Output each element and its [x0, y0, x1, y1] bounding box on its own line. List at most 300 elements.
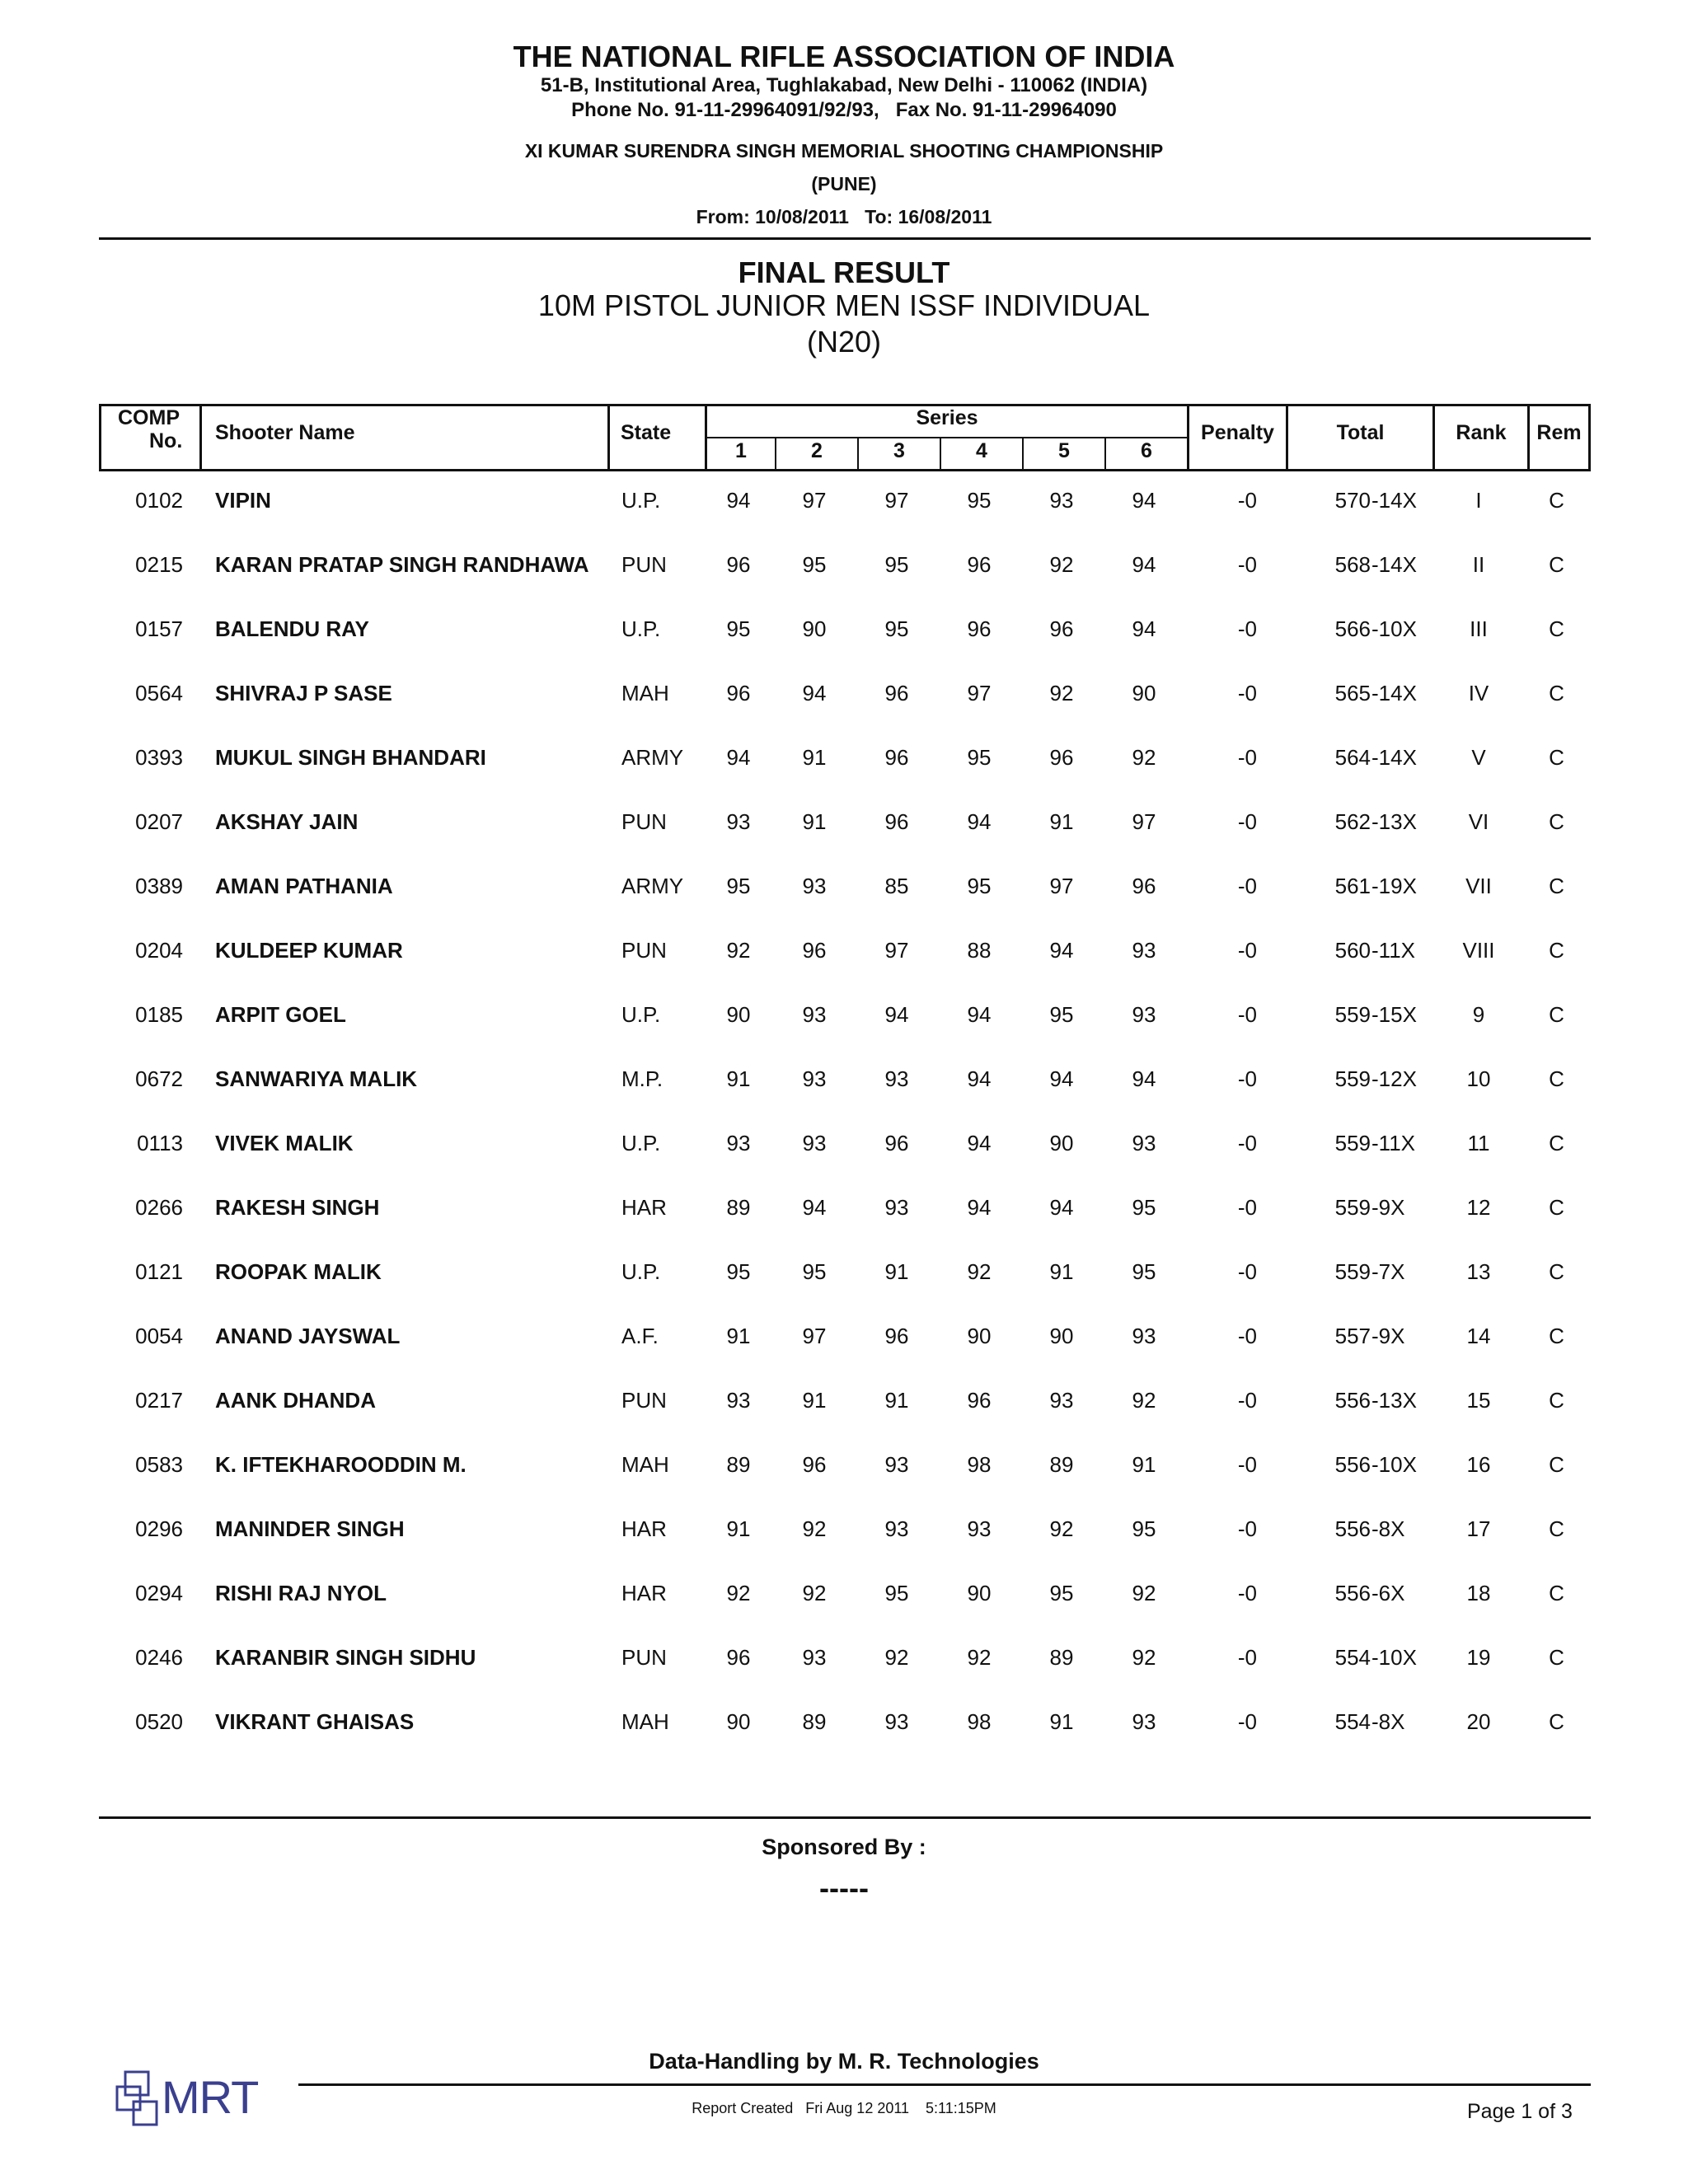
series-score: 93: [967, 1516, 992, 1541]
series-score: 95: [1049, 1581, 1074, 1605]
shooter-name: BALENDU RAY: [215, 616, 369, 641]
series-score: 95: [1132, 1516, 1156, 1541]
rank: II: [1472, 552, 1485, 577]
series-score: 91: [1049, 1259, 1074, 1284]
table-row: [99, 540, 1591, 589]
series-score: 91: [1049, 809, 1074, 834]
total-score: 561: [1334, 874, 1371, 898]
series-score: 95: [726, 1259, 751, 1284]
series-score: 92: [1049, 681, 1074, 705]
x-count: -9X: [1372, 1195, 1405, 1220]
series-score: 96: [726, 681, 751, 705]
event-code: (N20): [806, 325, 882, 359]
org-title: THE NATIONAL RIFLE ASSOCIATION OF INDIA: [513, 40, 1175, 73]
series-score: 93: [726, 809, 751, 834]
series-score: 95: [884, 552, 909, 577]
state: U.P.: [621, 488, 661, 513]
series-score: 93: [1049, 1388, 1074, 1413]
series-score: 95: [884, 1581, 909, 1605]
series-score: 90: [802, 616, 827, 641]
remark: C: [1549, 1516, 1564, 1541]
series-score: 93: [726, 1388, 751, 1413]
total-score: 564: [1334, 745, 1371, 770]
shooter-name: KARAN PRATAP SINGH RANDHAWA: [215, 552, 589, 577]
col-shooter-name: Shooter Name: [215, 421, 355, 444]
shooter-name: AANK DHANDA: [215, 1388, 376, 1413]
series-score: 94: [1049, 1195, 1074, 1220]
comp-no: 0215: [135, 552, 183, 577]
series-score: 96: [884, 809, 909, 834]
series-score: 95: [1049, 1002, 1074, 1027]
series-score: 92: [726, 1581, 751, 1605]
series-score: 98: [967, 1709, 992, 1734]
series-score: 94: [1049, 938, 1074, 963]
x-count: -11X: [1372, 938, 1415, 963]
shooter-name: VIKRANT GHAISAS: [215, 1709, 415, 1734]
data-handling-credit: Data-Handling by M. R. Technologies: [649, 2049, 1039, 2074]
series-score: 96: [802, 938, 827, 963]
series-score: 93: [726, 1131, 751, 1155]
shooter-name: MUKUL SINGH BHANDARI: [215, 745, 486, 770]
series-score: 97: [802, 1324, 827, 1348]
rank: 11: [1467, 1131, 1490, 1155]
x-count: -14X: [1372, 488, 1417, 513]
series-score: 93: [1132, 938, 1156, 963]
series-score: 96: [967, 552, 992, 577]
series-score: 92: [884, 1645, 909, 1670]
total-score: 562: [1334, 809, 1371, 834]
series-score: 90: [967, 1581, 992, 1605]
series-score: 96: [1132, 874, 1156, 898]
series-score: 91: [802, 745, 827, 770]
state: ARMY: [621, 745, 684, 770]
rank: VIII: [1462, 938, 1495, 963]
championship-venue: (PUNE): [811, 173, 877, 194]
col-series-2: 2: [811, 439, 823, 462]
comp-no: 0121: [135, 1259, 183, 1284]
penalty: -0: [1237, 1516, 1257, 1541]
series-score: 89: [1049, 1452, 1074, 1477]
penalty: -0: [1237, 1195, 1257, 1220]
series-score: 93: [884, 1452, 909, 1477]
championship-title: XI KUMAR SURENDRA SINGH MEMORIAL SHOOTING CHAMPIONSHIP: [524, 140, 1164, 162]
penalty: -0: [1237, 552, 1257, 577]
x-count: -7X: [1372, 1259, 1405, 1284]
remark: C: [1549, 809, 1564, 834]
mrt-logo-text: MRT: [162, 2071, 259, 2123]
series-score: 90: [1132, 681, 1156, 705]
state: HAR: [621, 1581, 667, 1605]
series-score: 91: [726, 1516, 751, 1541]
col-series-3: 3: [893, 439, 905, 462]
series-score: 97: [802, 488, 827, 513]
event-title: 10M PISTOL JUNIOR MEN ISSF INDIVIDUAL: [537, 288, 1151, 322]
series-score: 92: [967, 1645, 992, 1670]
shooter-name: ANAND JAYSWAL: [215, 1324, 401, 1348]
total-score: 568: [1334, 552, 1371, 577]
series-score: 91: [802, 809, 827, 834]
total-score: 556: [1334, 1388, 1371, 1413]
remark: C: [1549, 1645, 1564, 1670]
x-count: -9X: [1372, 1324, 1405, 1348]
col-series-5: 5: [1058, 439, 1070, 462]
series-score: 96: [726, 1645, 751, 1670]
series-score: 91: [1049, 1709, 1074, 1734]
total-score: 554: [1334, 1645, 1371, 1670]
rank: IV: [1468, 681, 1489, 705]
series-score: 93: [802, 1645, 827, 1670]
state: PUN: [621, 938, 667, 963]
series-score: 92: [726, 938, 751, 963]
rank: VI: [1468, 809, 1489, 834]
state: PUN: [621, 1645, 667, 1670]
series-score: 95: [967, 745, 992, 770]
col-comp: COMP: [118, 406, 180, 429]
table-row: [99, 1504, 1591, 1554]
series-score: 90: [1049, 1324, 1074, 1348]
comp-no: 0393: [135, 745, 183, 770]
total-score: 566: [1334, 616, 1371, 641]
series-score: 92: [802, 1516, 827, 1541]
penalty: -0: [1237, 1259, 1257, 1284]
penalty: -0: [1237, 1388, 1257, 1413]
col-state: State: [621, 421, 672, 444]
series-score: 93: [802, 1131, 827, 1155]
rank: V: [1471, 745, 1486, 770]
series-score: 94: [967, 1066, 992, 1091]
shooter-name: KULDEEP KUMAR: [215, 938, 403, 963]
x-count: -8X: [1372, 1709, 1405, 1734]
sponsor-value: -----: [819, 1871, 869, 1905]
shooter-name: KARANBIR SINGH SIDHU: [215, 1645, 476, 1670]
series-score: 94: [726, 745, 751, 770]
table-row: [99, 1054, 1591, 1104]
remark: C: [1549, 1452, 1564, 1477]
comp-no: 0204: [135, 938, 183, 963]
table-row: [99, 797, 1591, 846]
series-score: 92: [802, 1581, 827, 1605]
series-score: 96: [884, 745, 909, 770]
total-score: 559: [1334, 1066, 1371, 1091]
series-score: 93: [802, 1002, 827, 1027]
series-score: 96: [1049, 616, 1074, 641]
total-score: 559: [1334, 1131, 1371, 1155]
series-score: 95: [802, 1259, 827, 1284]
rank: 15: [1466, 1388, 1491, 1413]
state: HAR: [621, 1195, 667, 1220]
table-row: [99, 1311, 1591, 1361]
series-score: 93: [884, 1709, 909, 1734]
series-score: 96: [884, 1131, 909, 1155]
remark: C: [1549, 552, 1564, 577]
series-score: 94: [802, 681, 827, 705]
comp-no: 0157: [135, 616, 183, 641]
table-row: [99, 1247, 1591, 1296]
series-score: 92: [1132, 1388, 1156, 1413]
footer-divider: [298, 2083, 1591, 2086]
results-table-header: [99, 404, 1591, 471]
state: U.P.: [621, 1259, 661, 1284]
col-series-1: 1: [735, 439, 747, 462]
series-score: 94: [967, 809, 992, 834]
series-score: 91: [726, 1324, 751, 1348]
header-divider: [99, 237, 1591, 240]
state: MAH: [621, 1452, 669, 1477]
series-score: 93: [802, 1066, 827, 1091]
shooter-name: SHIVRAJ P SASE: [215, 681, 392, 705]
x-count: -12X: [1372, 1066, 1417, 1091]
comp-no: 0294: [135, 1581, 183, 1605]
series-score: 94: [1132, 488, 1156, 513]
rank: 13: [1466, 1259, 1491, 1284]
remark: C: [1549, 1002, 1564, 1027]
series-score: 90: [726, 1002, 751, 1027]
series-score: 95: [802, 552, 827, 577]
x-count: -8X: [1372, 1516, 1405, 1541]
state: M.P.: [621, 1066, 663, 1091]
table-row: [99, 1697, 1591, 1746]
org-address: 51-B, Institutional Area, Tughlakabad, New Delhi - 110062 (INDIA): [540, 74, 1148, 96]
table-row: [99, 1568, 1591, 1618]
total-score: 556: [1334, 1581, 1371, 1605]
series-score: 89: [802, 1709, 827, 1734]
table-row: [99, 1183, 1591, 1232]
series-score: 96: [726, 552, 751, 577]
state: U.P.: [621, 1002, 661, 1027]
col-rank: Rank: [1456, 421, 1507, 444]
result-heading: FINAL RESULT: [738, 255, 950, 289]
series-score: 94: [802, 1195, 827, 1220]
col-comp-no: No.: [149, 429, 183, 452]
penalty: -0: [1237, 681, 1257, 705]
rank: 20: [1466, 1709, 1491, 1734]
remark: C: [1549, 1066, 1564, 1091]
series-score: 94: [1132, 552, 1156, 577]
remark: C: [1549, 874, 1564, 898]
sponsor-divider: [99, 1816, 1591, 1819]
comp-no: 0113: [137, 1131, 183, 1155]
rank: 12: [1466, 1195, 1491, 1220]
x-count: -6X: [1372, 1581, 1405, 1605]
penalty: -0: [1237, 1324, 1257, 1348]
championship-dates: From: 10/08/2011 To: 16/08/2011: [696, 206, 992, 227]
shooter-name: VIVEK MALIK: [215, 1131, 354, 1155]
series-score: 89: [1049, 1645, 1074, 1670]
series-score: 89: [726, 1452, 751, 1477]
total-score: 570: [1334, 488, 1371, 513]
remark: C: [1549, 1131, 1564, 1155]
series-score: 96: [884, 1324, 909, 1348]
penalty: -0: [1237, 1581, 1257, 1605]
shooter-name: MANINDER SINGH: [215, 1516, 405, 1541]
rank: 9: [1472, 1002, 1485, 1027]
penalty: -0: [1237, 1452, 1257, 1477]
table-row: [99, 990, 1591, 1039]
x-count: -14X: [1372, 745, 1417, 770]
state: MAH: [621, 1709, 669, 1734]
comp-no: 0583: [135, 1452, 183, 1477]
col-rem: Rem: [1536, 421, 1582, 444]
series-score: 90: [967, 1324, 992, 1348]
series-score: 92: [1049, 552, 1074, 577]
total-score: 557: [1334, 1324, 1371, 1348]
rank: III: [1470, 616, 1488, 641]
x-count: -13X: [1372, 1388, 1417, 1413]
state: MAH: [621, 681, 669, 705]
series-score: 96: [884, 681, 909, 705]
shooter-name: ROOPAK MALIK: [215, 1259, 382, 1284]
penalty: -0: [1237, 616, 1257, 641]
penalty: -0: [1237, 745, 1257, 770]
series-score: 96: [802, 1452, 827, 1477]
col-total: Total: [1336, 421, 1385, 444]
series-score: 94: [1132, 616, 1156, 641]
col-series: Series: [916, 406, 978, 429]
series-score: 95: [967, 488, 992, 513]
comp-no: 0266: [135, 1195, 183, 1220]
state: U.P.: [621, 616, 661, 641]
series-score: 95: [884, 616, 909, 641]
comp-no: 0054: [135, 1324, 183, 1348]
table-row: [99, 476, 1591, 525]
remark: C: [1549, 1259, 1564, 1284]
table-row: [99, 1376, 1591, 1425]
state: PUN: [621, 552, 667, 577]
col-series-4: 4: [976, 439, 987, 462]
penalty: -0: [1237, 1645, 1257, 1670]
comp-no: 0246: [135, 1645, 183, 1670]
penalty: -0: [1237, 488, 1257, 513]
remark: C: [1549, 938, 1564, 963]
series-score: 98: [967, 1452, 992, 1477]
penalty: -0: [1237, 1002, 1257, 1027]
table-row: [99, 604, 1591, 654]
series-score: 96: [967, 616, 992, 641]
series-score: 90: [1049, 1131, 1074, 1155]
penalty: -0: [1237, 1066, 1257, 1091]
comp-no: 0185: [135, 1002, 183, 1027]
comp-no: 0207: [135, 809, 183, 834]
rank: 10: [1466, 1066, 1491, 1091]
series-score: 93: [884, 1195, 909, 1220]
series-score: 95: [726, 874, 751, 898]
table-row: [99, 1440, 1591, 1489]
state: HAR: [621, 1516, 667, 1541]
series-score: 95: [967, 874, 992, 898]
rank: 14: [1466, 1324, 1491, 1348]
remark: C: [1549, 1388, 1564, 1413]
series-score: 97: [884, 488, 909, 513]
shooter-name: VIPIN: [215, 488, 271, 513]
series-score: 92: [1132, 1581, 1156, 1605]
penalty: -0: [1237, 1709, 1257, 1734]
series-score: 91: [802, 1388, 827, 1413]
total-score: 559: [1334, 1002, 1371, 1027]
table-row: [99, 668, 1591, 718]
col-penalty: Penalty: [1201, 421, 1274, 444]
rank: 16: [1466, 1452, 1491, 1477]
comp-no: 0520: [135, 1709, 183, 1734]
col-series-6: 6: [1141, 439, 1152, 462]
total-score: 556: [1334, 1516, 1371, 1541]
table-row: [99, 1118, 1591, 1168]
total-score: 559: [1334, 1259, 1371, 1284]
series-score: 91: [884, 1259, 909, 1284]
x-count: -15X: [1372, 1002, 1417, 1027]
series-score: 94: [884, 1002, 909, 1027]
rank: 18: [1466, 1581, 1491, 1605]
remark: C: [1549, 1324, 1564, 1348]
series-score: 91: [726, 1066, 751, 1091]
remark: C: [1549, 616, 1564, 641]
series-score: 94: [967, 1195, 992, 1220]
sponsor-label: Sponsored By :: [762, 1835, 926, 1859]
series-score: 93: [1132, 1131, 1156, 1155]
comp-no: 0672: [135, 1066, 183, 1091]
remark: C: [1549, 488, 1564, 513]
table-row: [99, 861, 1591, 911]
penalty: -0: [1237, 874, 1257, 898]
total-score: 554: [1334, 1709, 1371, 1734]
shooter-name: ARPIT GOEL: [215, 1002, 346, 1027]
series-score: 95: [1132, 1195, 1156, 1220]
series-score: 97: [1132, 809, 1156, 834]
x-count: -13X: [1372, 809, 1417, 834]
rank: 17: [1466, 1516, 1491, 1541]
series-score: 93: [1132, 1709, 1156, 1734]
series-score: 93: [884, 1066, 909, 1091]
series-score: 96: [967, 1388, 992, 1413]
remark: C: [1549, 681, 1564, 705]
shooter-name: RISHI RAJ NYOL: [215, 1581, 387, 1605]
series-score: 92: [1132, 1645, 1156, 1670]
comp-no: 0296: [135, 1516, 183, 1541]
remark: C: [1549, 1195, 1564, 1220]
comp-no: 0217: [135, 1388, 183, 1413]
series-score: 92: [967, 1259, 992, 1284]
comp-no: 0564: [135, 681, 183, 705]
table-row: [99, 926, 1591, 975]
remark: C: [1549, 745, 1564, 770]
series-score: 89: [726, 1195, 751, 1220]
x-count: -10X: [1372, 616, 1417, 641]
series-score: 91: [884, 1388, 909, 1413]
report-created: Report Created Fri Aug 12 2011 5:11:15PM: [692, 2100, 996, 2116]
shooter-name: RAKESH SINGH: [215, 1195, 380, 1220]
rank: I: [1475, 488, 1482, 513]
state: PUN: [621, 809, 667, 834]
total-score: 559: [1334, 1195, 1371, 1220]
shooter-name: AMAN PATHANIA: [215, 874, 393, 898]
x-count: -11X: [1372, 1131, 1415, 1155]
x-count: -10X: [1372, 1452, 1417, 1477]
remark: C: [1549, 1581, 1564, 1605]
series-score: 94: [1049, 1066, 1074, 1091]
comp-no: 0389: [135, 874, 183, 898]
series-score: 93: [1049, 488, 1074, 513]
total-score: 560: [1334, 938, 1371, 963]
series-score: 96: [1049, 745, 1074, 770]
penalty: -0: [1237, 1131, 1257, 1155]
series-score: 85: [884, 874, 909, 898]
series-score: 90: [726, 1709, 751, 1734]
shooter-name: SANWARIYA MALIK: [215, 1066, 418, 1091]
x-count: -14X: [1372, 681, 1417, 705]
remark: C: [1549, 1709, 1564, 1734]
total-score: 565: [1334, 681, 1371, 705]
series-score: 92: [1049, 1516, 1074, 1541]
mrt-logo: [115, 2069, 280, 2135]
